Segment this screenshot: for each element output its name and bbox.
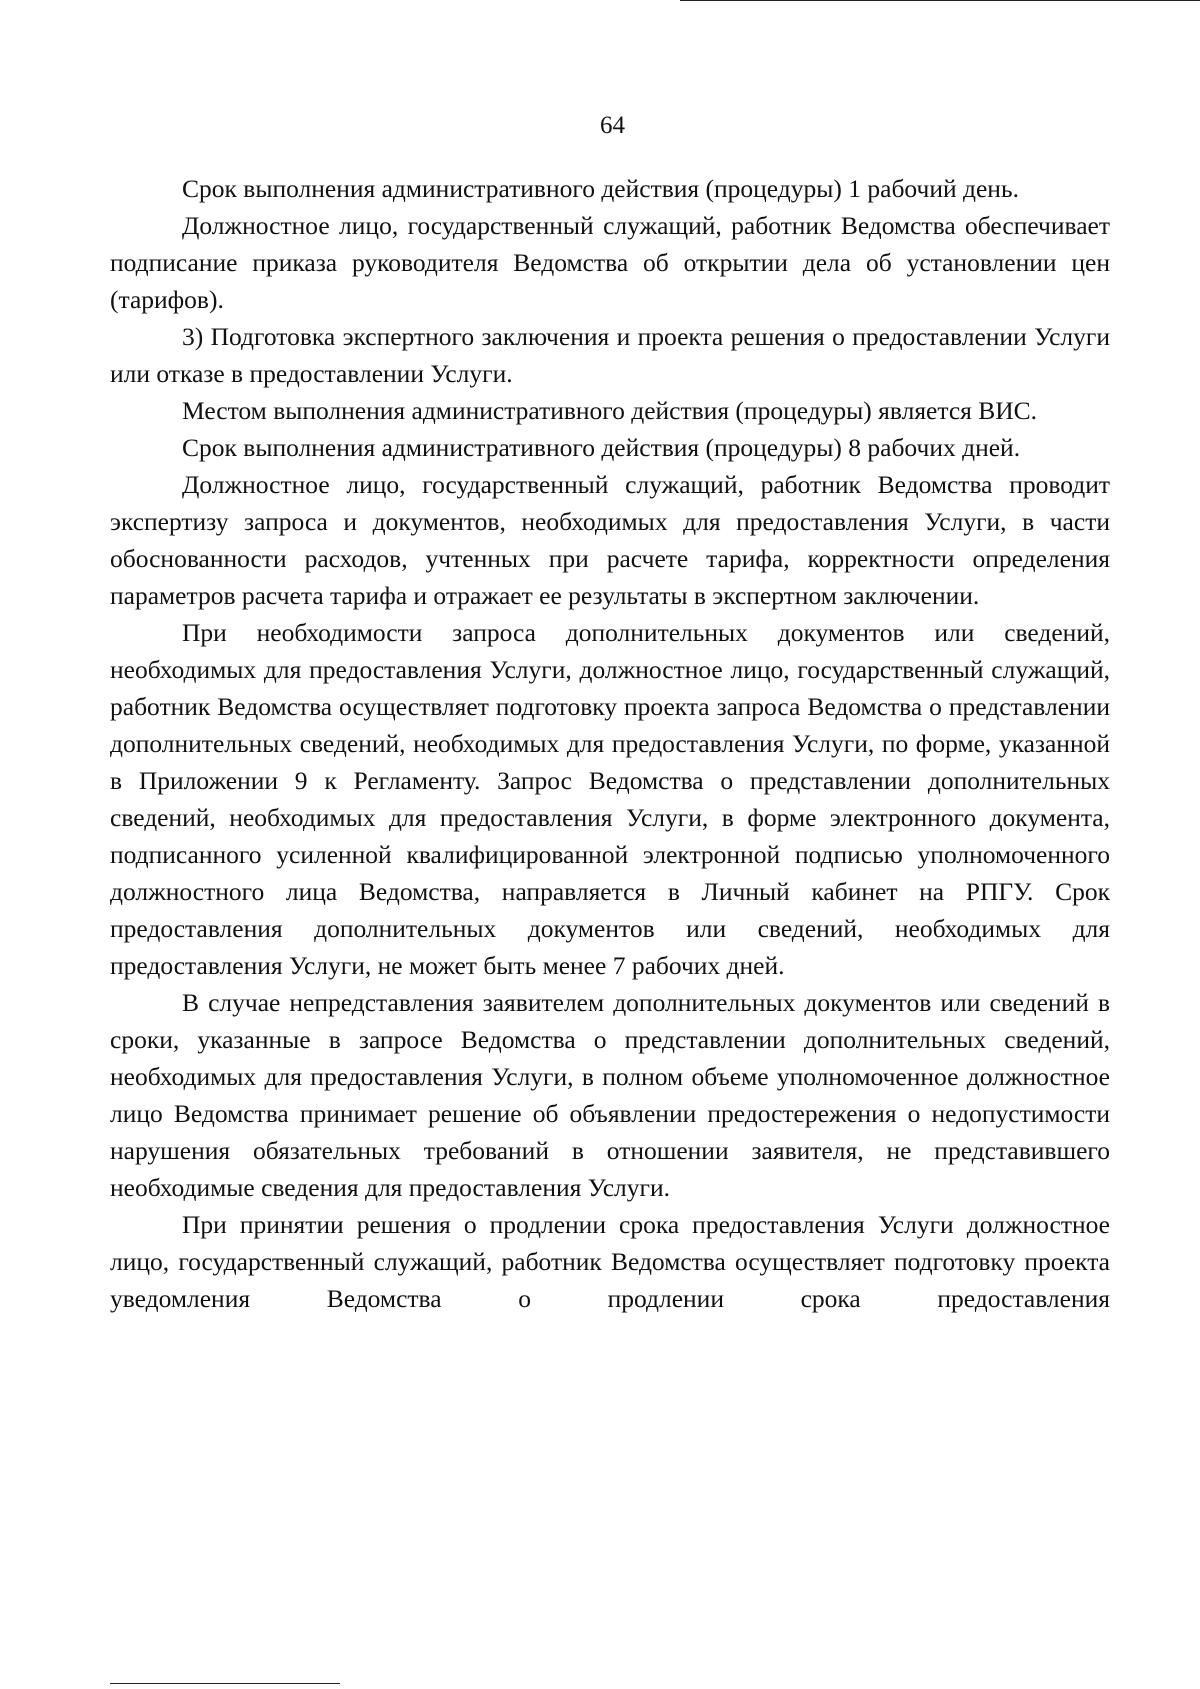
paragraph: Должностное лицо, государственный служащий, работник Ведомства проводит экспертизу запроса и документов, необходимых для предоставления Услуги, в части обоснованности расходов, учтенных при расчете тарифа, корректности определения параметров расчета тарифа и отражает ее результаты в экспертном заключении. (110, 470, 1110, 610)
paragraph: Срок выполнения административного действия (процедуры) 8 рабочих дней. (182, 433, 1021, 462)
paragraph: При принятии решения о продлении срока предоставления Услуги должностное лицо, государственный служащий, работник Ведомства осуществляет подготовку проекта уведомления Ведомства о продлении срока предоставления (110, 1210, 1110, 1313)
scan-artifact-bottom (110, 1683, 340, 1684)
paragraph: Срок выполнения административного действия (процедуры) 1 рабочий день. (182, 174, 1019, 203)
paragraph: Должностное лицо, государственный служащий, работник Ведомства обеспечивает подписание приказа руководителя Ведомства об открытии дела об установлении цен (тарифов). (110, 211, 1110, 314)
paragraph: Местом выполнения административного действия (процедуры) является ВИС. (182, 396, 1038, 425)
page-number: 64 (600, 112, 625, 139)
document-body (110, 170, 1110, 1317)
paragraph: 3) Подготовка экспертного заключения и проекта решения о предоставлении Услуги или отказе в предоставлении Услуги. (110, 322, 1110, 388)
scan-artifact-top (680, 0, 1200, 1)
paragraph: При необходимости запроса дополнительных документов или сведений, необходимых для предоставления Услуги, должностное лицо, государственный служащий, работник Ведомства осуществляет подготовку проекта запроса Ведомства о представлении дополнительных сведений, необходимых для предоставления Услуги, по форме, указанной в Приложении 9 к Регламенту. Запрос Ведомства о представлении дополнительных сведений, необходимых для предоставления Услуги, в форме электронного документа, подписанного усиленной квалифицированной электронной подписью уполномоченного должностного лица Ведомства, направляется в Личный кабинет на РПГУ. Срок предоставления дополнительных документов или сведений, необходимых для предоставления Услуги, не может быть менее 7 рабочих дней. (110, 618, 1110, 980)
paragraph: В случае непредставления заявителем дополнительных документов или сведений в сроки, указанные в запросе Ведомства о представлении дополнительных сведений, необходимых для предоставления Услуги, в полном объеме уполномоченное должностное лицо Ведомства принимает решение об объявлении предостережения о недопустимости нарушения обязательных требований в отношении заявителя, не представившего необходимые сведения для предоставления Услуги. (110, 988, 1110, 1202)
